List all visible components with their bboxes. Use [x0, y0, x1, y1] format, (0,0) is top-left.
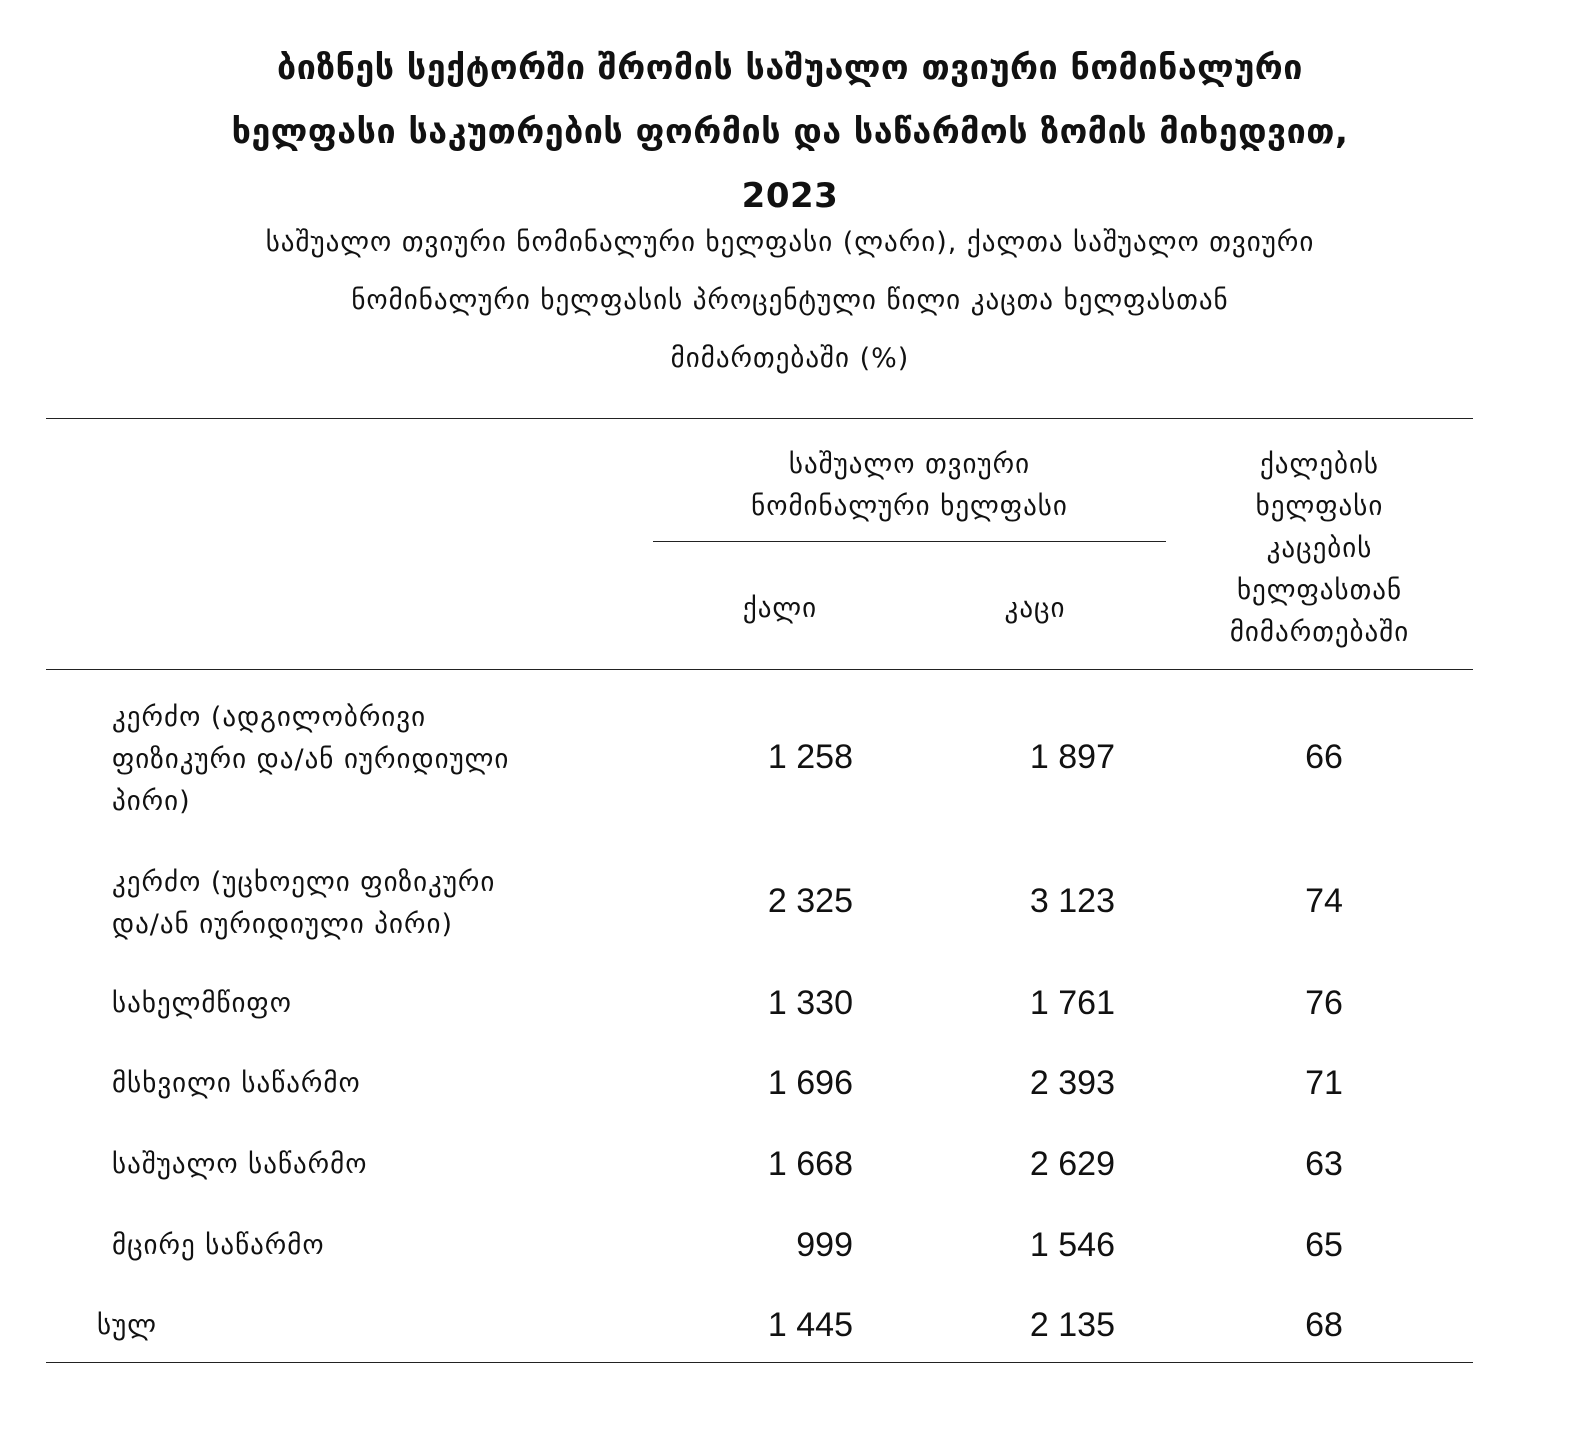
ratio-header-line-4: ხელფასთან — [1236, 575, 1403, 606]
title-line-3: 2023 — [741, 176, 839, 216]
cell-women-small-enterprise: 999 — [796, 1226, 853, 1264]
row-label-line: მცირე საწარმო — [112, 1230, 325, 1261]
ratio-header-line-3: კაცების — [1266, 533, 1373, 564]
cell-men-medium-enterprise: 2 629 — [1029, 1145, 1115, 1183]
cell-men-state: 1 761 — [1029, 984, 1115, 1022]
title-line-1: ბიზნეს სექტორში შრომის საშუალო თვიური ნომინალური — [277, 48, 1303, 88]
table-top-rule — [46, 418, 1473, 419]
row-label-state — [112, 983, 672, 1025]
subtitle-line-1: საშუალო თვიური ნომინალური ხელფასი (ლარი), ქალთა საშუალო თვიური — [265, 227, 1315, 258]
title-line-2: ხელფასი საკუთრების ფორმის და საწარმოს ზომის მიხედვით, — [231, 112, 1349, 152]
cell-ratio-large-enterprise: 71 — [1305, 1064, 1343, 1102]
row-label-line: კერძო (უცხოელი ფიზიკური — [112, 867, 496, 898]
cell-men-private-foreign: 3 123 — [1029, 882, 1115, 920]
cell-women-private-local: 1 258 — [767, 738, 853, 776]
cell-ratio-private-foreign: 74 — [1305, 882, 1343, 920]
ratio-header-line-1: ქალების — [1259, 449, 1380, 480]
row-label-medium-enterprise — [112, 1144, 672, 1186]
row-label-line: მსხვილი საწარმო — [112, 1068, 361, 1099]
row-label-line: და/ან იურიდიული პირი) — [112, 909, 453, 940]
cell-women-private-foreign: 2 325 — [767, 882, 853, 920]
cell-women-medium-enterprise: 1 668 — [767, 1145, 853, 1183]
row-label-line: ფიზიკური და/ან იურიდიული — [112, 744, 510, 775]
cell-ratio-state: 76 — [1305, 984, 1343, 1022]
group-header-line-2: ნომინალური ხელფასი — [751, 491, 1068, 522]
ratio-header-line-5: მიმართებაში — [1229, 617, 1410, 648]
cell-women-state: 1 330 — [767, 984, 853, 1022]
cell-men-total: 2 135 — [1029, 1306, 1115, 1344]
row-label-large-enterprise — [112, 1063, 672, 1105]
cell-men-private-local: 1 897 — [1029, 738, 1115, 776]
row-label-total — [97, 1305, 657, 1347]
row-label-line: სახელმწიფო — [112, 988, 292, 1019]
row-label-line: პირი) — [112, 786, 191, 817]
column-header-women: ქალი — [742, 593, 818, 624]
row-label-private-local — [112, 697, 672, 823]
cell-ratio-small-enterprise: 65 — [1305, 1226, 1343, 1264]
cell-ratio-medium-enterprise: 63 — [1305, 1145, 1343, 1183]
cell-women-total: 1 445 — [767, 1306, 853, 1344]
cell-ratio-private-local: 66 — [1305, 738, 1343, 776]
cell-women-large-enterprise: 1 696 — [767, 1064, 853, 1102]
column-header-men: კაცი — [1004, 593, 1066, 624]
row-label-line: კერძო (ადგილობრივი — [112, 702, 427, 733]
group-header-rule — [653, 541, 1166, 542]
row-label-line: საშუალო საწარმო — [112, 1149, 368, 1180]
cell-ratio-total: 68 — [1305, 1306, 1343, 1344]
page-subtitle — [40, 214, 1540, 388]
cell-men-large-enterprise: 2 393 — [1029, 1064, 1115, 1102]
row-label-small-enterprise — [112, 1225, 672, 1267]
table-header-rule — [46, 669, 1473, 670]
ratio-header-line-2: ხელფასი — [1255, 491, 1384, 522]
subtitle-line-3: მიმართებაში (%) — [670, 343, 910, 374]
subtitle-line-2: ნომინალური ხელფასის პროცენტული წილი კაცთა ხელფასთან — [351, 285, 1229, 316]
row-label-private-foreign — [112, 862, 672, 946]
cell-men-small-enterprise: 1 546 — [1029, 1226, 1115, 1264]
page-title — [40, 36, 1540, 228]
group-header-average-wage — [653, 444, 1166, 528]
group-header-line-1: საშუალო თვიური — [788, 449, 1031, 480]
row-label-line: სულ — [97, 1310, 157, 1341]
table-bottom-rule — [46, 1362, 1473, 1363]
column-header-ratio — [1166, 444, 1473, 654]
